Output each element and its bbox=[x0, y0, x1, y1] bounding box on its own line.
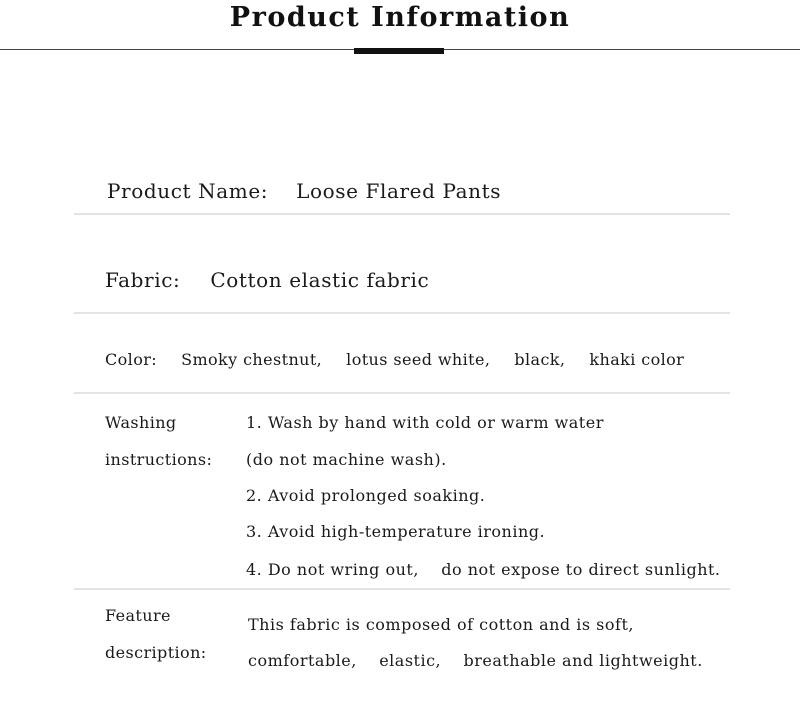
washing-instruction: 4. Do not wring out, do not expose to direct sunlight. bbox=[246, 560, 721, 579]
header-accent-bar bbox=[354, 48, 444, 54]
row-divider bbox=[74, 213, 730, 215]
washing-instruction: (do not machine wash). bbox=[246, 450, 447, 469]
product-name-row bbox=[107, 179, 501, 203]
washing-label: instructions: bbox=[105, 450, 213, 469]
fabric-label: Fabric: bbox=[105, 268, 181, 292]
fabric-row bbox=[105, 268, 429, 292]
row-divider bbox=[74, 588, 730, 590]
washing-instruction: 3. Avoid high-temperature ironing. bbox=[246, 522, 546, 541]
color-value: khaki color bbox=[589, 350, 685, 369]
feature-description: comfortable, elastic, breathable and lightweight. bbox=[248, 651, 703, 670]
color-value: Smoky chestnut, bbox=[181, 350, 323, 369]
row-divider bbox=[74, 312, 730, 314]
row-divider bbox=[74, 392, 730, 394]
color-value: black, bbox=[514, 350, 566, 369]
washing-instruction: 2. Avoid prolonged soaking. bbox=[246, 486, 486, 505]
color-row bbox=[105, 350, 684, 369]
product-name-value: Loose Flared Pants bbox=[296, 179, 502, 203]
product-name-label: Product Name: bbox=[107, 179, 269, 203]
page-title: Product Information bbox=[229, 2, 571, 33]
feature-label: description: bbox=[105, 643, 207, 662]
feature-description: This fabric is composed of cotton and is soft, bbox=[248, 615, 634, 634]
color-value: lotus seed white, bbox=[346, 350, 491, 369]
washing-label: Washing bbox=[105, 413, 177, 432]
washing-instruction: 1. Wash by hand with cold or warm water bbox=[246, 413, 604, 432]
fabric-value: Cotton elastic fabric bbox=[210, 268, 430, 292]
feature-label: Feature bbox=[105, 606, 171, 625]
color-label: Color: bbox=[105, 350, 158, 369]
